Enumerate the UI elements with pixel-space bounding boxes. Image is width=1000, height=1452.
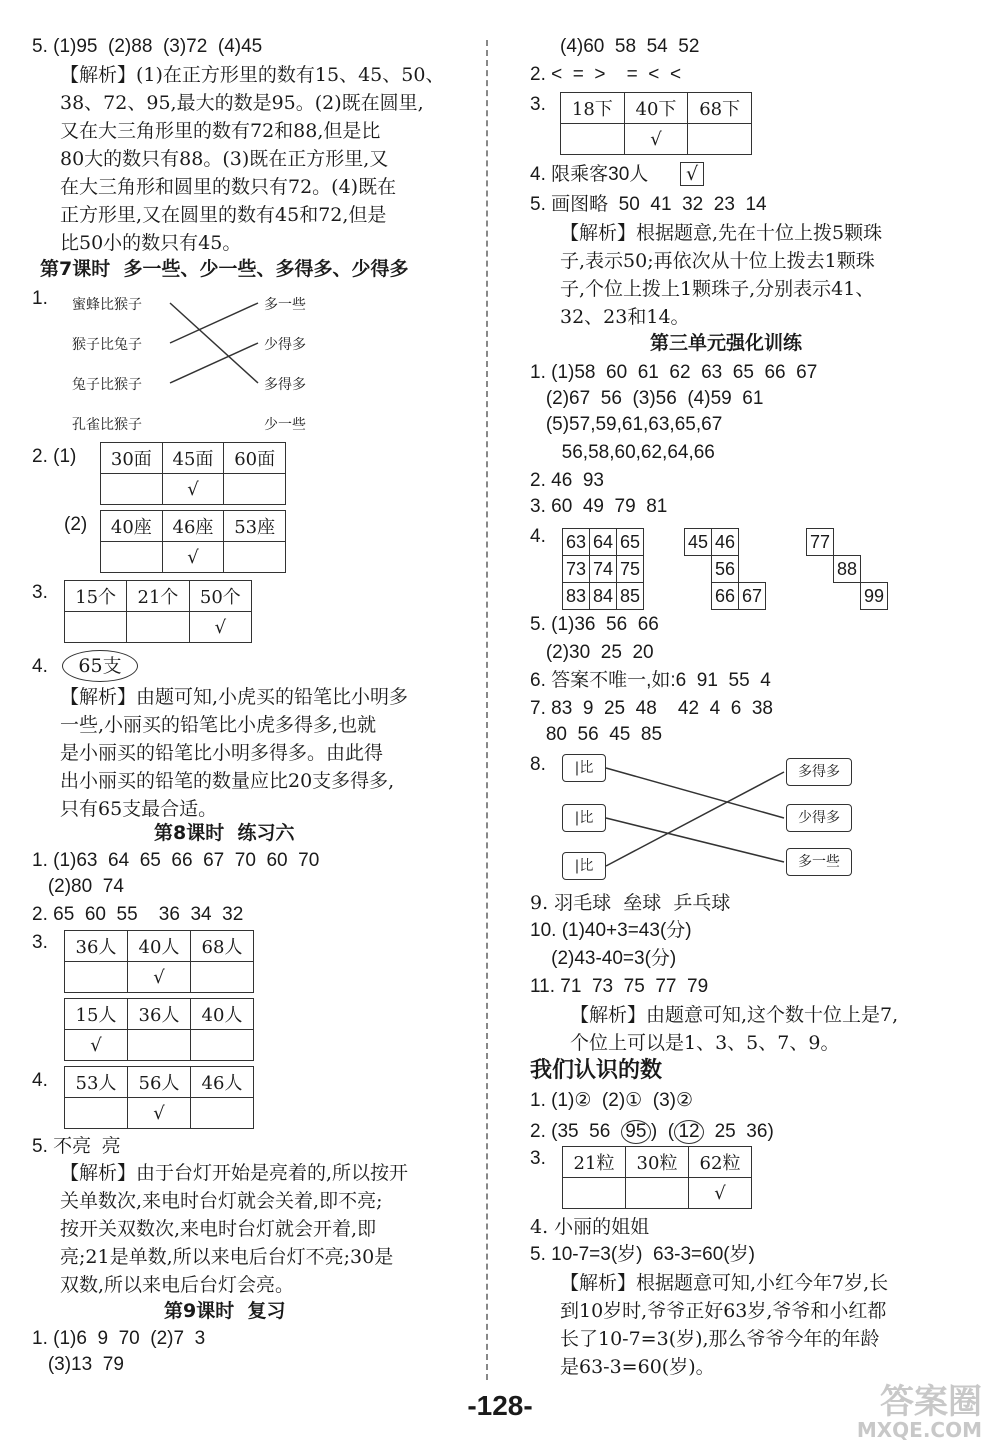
q4-circled-answer: 65支 bbox=[62, 650, 138, 682]
k-q5: 5. 10-7=3(岁) 63-3=60(岁) bbox=[530, 1244, 755, 1265]
q4-explain-3: 是小丽买的铅笔比小明多得多。由此得 bbox=[60, 742, 384, 764]
l5-explain-7: 比50小的数只有45。 bbox=[60, 232, 242, 254]
r-q5-explain-3: 子,个位上拨上1颗珠子,分别表示41、 bbox=[560, 278, 875, 300]
q1-number: 1. bbox=[32, 288, 48, 309]
u4-stair2-cell: 88 bbox=[833, 555, 861, 583]
r-q3-cell: 40下 bbox=[624, 93, 688, 124]
q1-left-1: 蜜蜂比猴子 bbox=[72, 297, 142, 313]
k-q3-number: 3. bbox=[530, 1148, 546, 1169]
lesson9-title: 第9课时 复习 bbox=[164, 1300, 286, 1322]
connector-line bbox=[606, 768, 784, 818]
l9-q1: 1. (1)6 9 70 (2)7 3 bbox=[32, 1328, 206, 1349]
k-q5-explain-1: 【解析】根据题意可知,小红今年7岁,长 bbox=[560, 1272, 889, 1294]
k-q5-explain-4: 是63-3=60(岁)。 bbox=[560, 1356, 715, 1378]
lesson7-title: 第7课时 多一些、少一些、多得多、少得多 bbox=[40, 258, 409, 280]
l8-q1: 1. (1)63 64 65 66 67 70 60 70 bbox=[32, 850, 320, 871]
l8-q5-explain-5: 双数,所以来电后台灯会亮。 bbox=[60, 1274, 295, 1296]
u-q9: 9. 羽毛球 垒球 乒乓球 bbox=[530, 892, 731, 914]
u-q5: 5. (1)36 56 66 bbox=[530, 614, 659, 635]
u8-left-card: |比 bbox=[562, 852, 606, 880]
q1-left-4: 孔雀比猴子 bbox=[72, 417, 142, 433]
l8-q1b: (2)80 74 bbox=[32, 876, 124, 897]
check-mark: √ bbox=[128, 962, 191, 993]
u4-stair1-cell: 46 bbox=[711, 528, 739, 556]
q2-2-cell: 53座 bbox=[224, 511, 286, 542]
l5-explain-6: 正方形里,又在圆里的数有45和72,但是 bbox=[60, 204, 387, 226]
check-mark: √ bbox=[162, 474, 224, 505]
u8-left-card: |比 bbox=[562, 754, 606, 782]
r-q5: 5. 画图略 50 41 32 23 14 bbox=[530, 194, 767, 215]
r-q2: 2. < = > = < < bbox=[530, 64, 682, 85]
l8-q3-number: 3. bbox=[32, 932, 48, 953]
check-mark: √ bbox=[65, 1030, 128, 1061]
u-q10: 10. (1)40+3=43(分) bbox=[530, 920, 692, 941]
check-mark: √ bbox=[624, 124, 688, 155]
l8-q5: 5. 不亮 亮 bbox=[32, 1136, 121, 1157]
r-q3-number: 3. bbox=[530, 94, 546, 115]
l8-q4-cell: 56人 bbox=[128, 1067, 191, 1098]
k-q4: 4. 小丽的姐姐 bbox=[530, 1216, 650, 1238]
k-q1: 1. (1)② (2)① (3)② bbox=[530, 1090, 694, 1111]
u8-right-card: 少得多 bbox=[786, 804, 852, 832]
check-box: √ bbox=[680, 162, 704, 186]
k-q5-explain-2: 到10岁时,爷爷正好63岁,爷爷和小红都 bbox=[560, 1300, 887, 1322]
u4-grid-cell: 64 bbox=[589, 528, 617, 556]
u-q11-explain-2: 个位上可以是1、3、5、7、9。 bbox=[570, 1032, 840, 1054]
connector-line bbox=[606, 772, 784, 866]
circled-95: 95 bbox=[621, 1120, 651, 1144]
l5-answer: 5. (1)95 (2)88 (3)72 (4)45 bbox=[32, 36, 263, 57]
r-q4: 4. 限乘客30人 bbox=[530, 164, 649, 185]
q3-number: 3. bbox=[32, 582, 48, 603]
k-q3-cell: 21粒 bbox=[563, 1147, 626, 1178]
l8-q3a-cell: 36人 bbox=[65, 931, 128, 962]
connector-line bbox=[170, 303, 258, 383]
u4-grid-cell: 65 bbox=[616, 528, 644, 556]
q1-right-2: 少得多 bbox=[264, 337, 306, 353]
unit3-title: 第三单元强化训练 bbox=[650, 332, 803, 354]
k-q2: 2. (35 56 95 ) ( 12 25 36) bbox=[530, 1121, 774, 1142]
u8-right-card: 多得多 bbox=[786, 758, 852, 786]
check-mark: √ bbox=[189, 612, 251, 643]
k-q5-explain-3: 长了10-7=3(岁),那么爷爷今年的年龄 bbox=[560, 1328, 880, 1350]
circled-12: 12 bbox=[674, 1120, 704, 1144]
u-q3: 3. 60 49 79 81 bbox=[530, 496, 668, 517]
u4-stair1-cell: 67 bbox=[738, 582, 766, 610]
l5-explain-4: 80大的数只有88。(3)既在正方形里,又 bbox=[60, 148, 389, 170]
connector-line bbox=[606, 818, 784, 862]
q3-cell: 15个 bbox=[65, 581, 127, 612]
l8-q3a-cell: 68人 bbox=[191, 931, 254, 962]
u-q1: 1. (1)58 60 61 62 63 65 66 67 bbox=[530, 362, 818, 383]
l8-q4-cell: 53人 bbox=[65, 1067, 128, 1098]
r-q3-cell: 68下 bbox=[688, 93, 752, 124]
u4-stair1-cell: 56 bbox=[711, 555, 739, 583]
l8-q3a-cell: 40人 bbox=[128, 931, 191, 962]
l8-q3b-cell: 40人 bbox=[191, 999, 254, 1030]
l8-q5-explain-4: 亮;21是单数,所以来电后台灯不亮;30是 bbox=[60, 1246, 394, 1268]
q2-number: 2. (1) bbox=[32, 446, 77, 467]
q2-1-cell: 60面 bbox=[224, 443, 286, 474]
r-q3-cell: 18下 bbox=[561, 93, 625, 124]
q1-left-3: 兔子比猴子 bbox=[72, 377, 142, 393]
u4-stair1-cell: 45 bbox=[684, 528, 712, 556]
r-top: (4)60 58 54 52 bbox=[560, 36, 700, 57]
u8-left-card: |比 bbox=[562, 804, 606, 832]
u4-grid-cell: 85 bbox=[616, 582, 644, 610]
l8-q3b-cell: 36人 bbox=[128, 999, 191, 1030]
q2-2-cell: 46座 bbox=[162, 511, 224, 542]
known-numbers-title: 我们认识的数 bbox=[530, 1058, 663, 1083]
l8-q5-explain-1: 【解析】由于台灯开始是亮着的,所以按开 bbox=[60, 1162, 409, 1184]
q2-1-cell: 30面 bbox=[101, 443, 163, 474]
u-q11: 11. 71 73 75 77 79 bbox=[530, 976, 709, 997]
l8-q2: 2. 65 60 55 36 34 32 bbox=[32, 904, 244, 925]
l8-q4-number: 4. bbox=[32, 1070, 48, 1091]
u-q5b: (2)30 25 20 bbox=[530, 642, 654, 663]
watermark-logo: 答案圈 MXQE.COM bbox=[856, 1382, 982, 1442]
k-q3-cell: 62粒 bbox=[689, 1147, 752, 1178]
u8-right-card: 多一些 bbox=[786, 848, 852, 876]
l8-q5-explain-2: 关单数次,来电时台灯就会关着,即不亮; bbox=[60, 1190, 383, 1212]
check-mark: √ bbox=[128, 1098, 191, 1129]
q3-cell: 50个 bbox=[189, 581, 251, 612]
u-q10b: (2)43-40=3(分) bbox=[530, 948, 677, 969]
l5-explain-5: 在大三角形和圆里的数只有72。(4)既在 bbox=[60, 176, 397, 198]
u-q1b: (2)67 56 (3)56 (4)59 61 bbox=[530, 388, 764, 409]
q2-2-label: (2) bbox=[64, 514, 88, 535]
connector-line bbox=[170, 303, 258, 343]
q2-1-cell: 45面 bbox=[162, 443, 224, 474]
u-q6: 6. 答案不唯一,如:6 91 55 4 bbox=[530, 670, 771, 691]
q1-right-4: 少一些 bbox=[264, 417, 306, 433]
lesson8-title: 第8课时 练习六 bbox=[154, 822, 295, 844]
l8-q3b-cell: 15人 bbox=[65, 999, 128, 1030]
k-q3-cell: 30粒 bbox=[626, 1147, 689, 1178]
u-q1d: 56,58,60,62,64,66 bbox=[530, 442, 715, 463]
q4-explain-2: 一些,小丽买的铅笔比小虎多得多,也就 bbox=[60, 714, 377, 736]
u-q4-number: 4. bbox=[530, 526, 546, 547]
l5-explain-3: 又在大三角形里的数有72和88,但是比 bbox=[60, 120, 381, 142]
r-q5-explain-2: 子,表示50;再依次从十位上拨去1颗珠 bbox=[560, 250, 875, 272]
u-q8-number: 8. bbox=[530, 754, 546, 775]
u-q1c: (5)57,59,61,63,65,67 bbox=[530, 414, 723, 435]
u-q7b: 80 56 45 85 bbox=[530, 724, 663, 745]
q4-number: 4. bbox=[32, 656, 48, 677]
l5-explain-1: 【解析】(1)在正方形里的数有15、45、50、 bbox=[60, 64, 445, 86]
u4-grid-cell: 75 bbox=[616, 555, 644, 583]
u4-grid-cell: 73 bbox=[562, 555, 590, 583]
r-q5-explain-4: 32、23和14。 bbox=[560, 306, 690, 328]
q1-left-2: 猴子比兔子 bbox=[72, 337, 142, 353]
u-q11-explain-1: 【解析】由题意可知,这个数十位上是7, bbox=[570, 1004, 899, 1026]
u4-stair2-cell: 77 bbox=[806, 528, 834, 556]
u4-stair2-cell: 99 bbox=[860, 582, 888, 610]
u4-grid-cell: 63 bbox=[562, 528, 590, 556]
l8-q5-explain-3: 按开关双数次,来电时台灯就会开着,即 bbox=[60, 1218, 377, 1240]
q1-right-1: 多一些 bbox=[264, 297, 306, 313]
page-number: -128- bbox=[467, 1390, 533, 1421]
q3-cell: 21个 bbox=[127, 581, 189, 612]
l8-q4-cell: 46人 bbox=[191, 1067, 254, 1098]
u-q7: 7. 83 9 25 48 42 4 6 38 bbox=[530, 698, 773, 719]
q4-explain-1: 【解析】由题可知,小虎买的铅笔比小明多 bbox=[60, 686, 409, 708]
u-q2: 2. 46 93 bbox=[530, 470, 604, 491]
check-mark: √ bbox=[162, 542, 224, 573]
u4-grid-cell: 74 bbox=[589, 555, 617, 583]
l5-explain-2: 38、72、95,最大的数是95。(2)既在圆里, bbox=[60, 92, 424, 114]
u4-grid-cell: 84 bbox=[589, 582, 617, 610]
r-q5-explain-1: 【解析】根据题意,先在十位上拨5颗珠 bbox=[560, 222, 883, 244]
connector-line bbox=[170, 343, 258, 383]
q4-explain-5: 只有65支最合适。 bbox=[60, 798, 218, 820]
q2-2-cell: 40座 bbox=[101, 511, 163, 542]
l9-q1b: (3)13 79 bbox=[32, 1354, 124, 1375]
q1-right-3: 多得多 bbox=[264, 377, 306, 393]
check-mark: √ bbox=[689, 1178, 752, 1209]
u4-grid-cell: 83 bbox=[562, 582, 590, 610]
q4-explain-4: 出小丽买的铅笔的数量应比20支多得多, bbox=[60, 770, 395, 792]
u4-stair1-cell: 66 bbox=[711, 582, 739, 610]
